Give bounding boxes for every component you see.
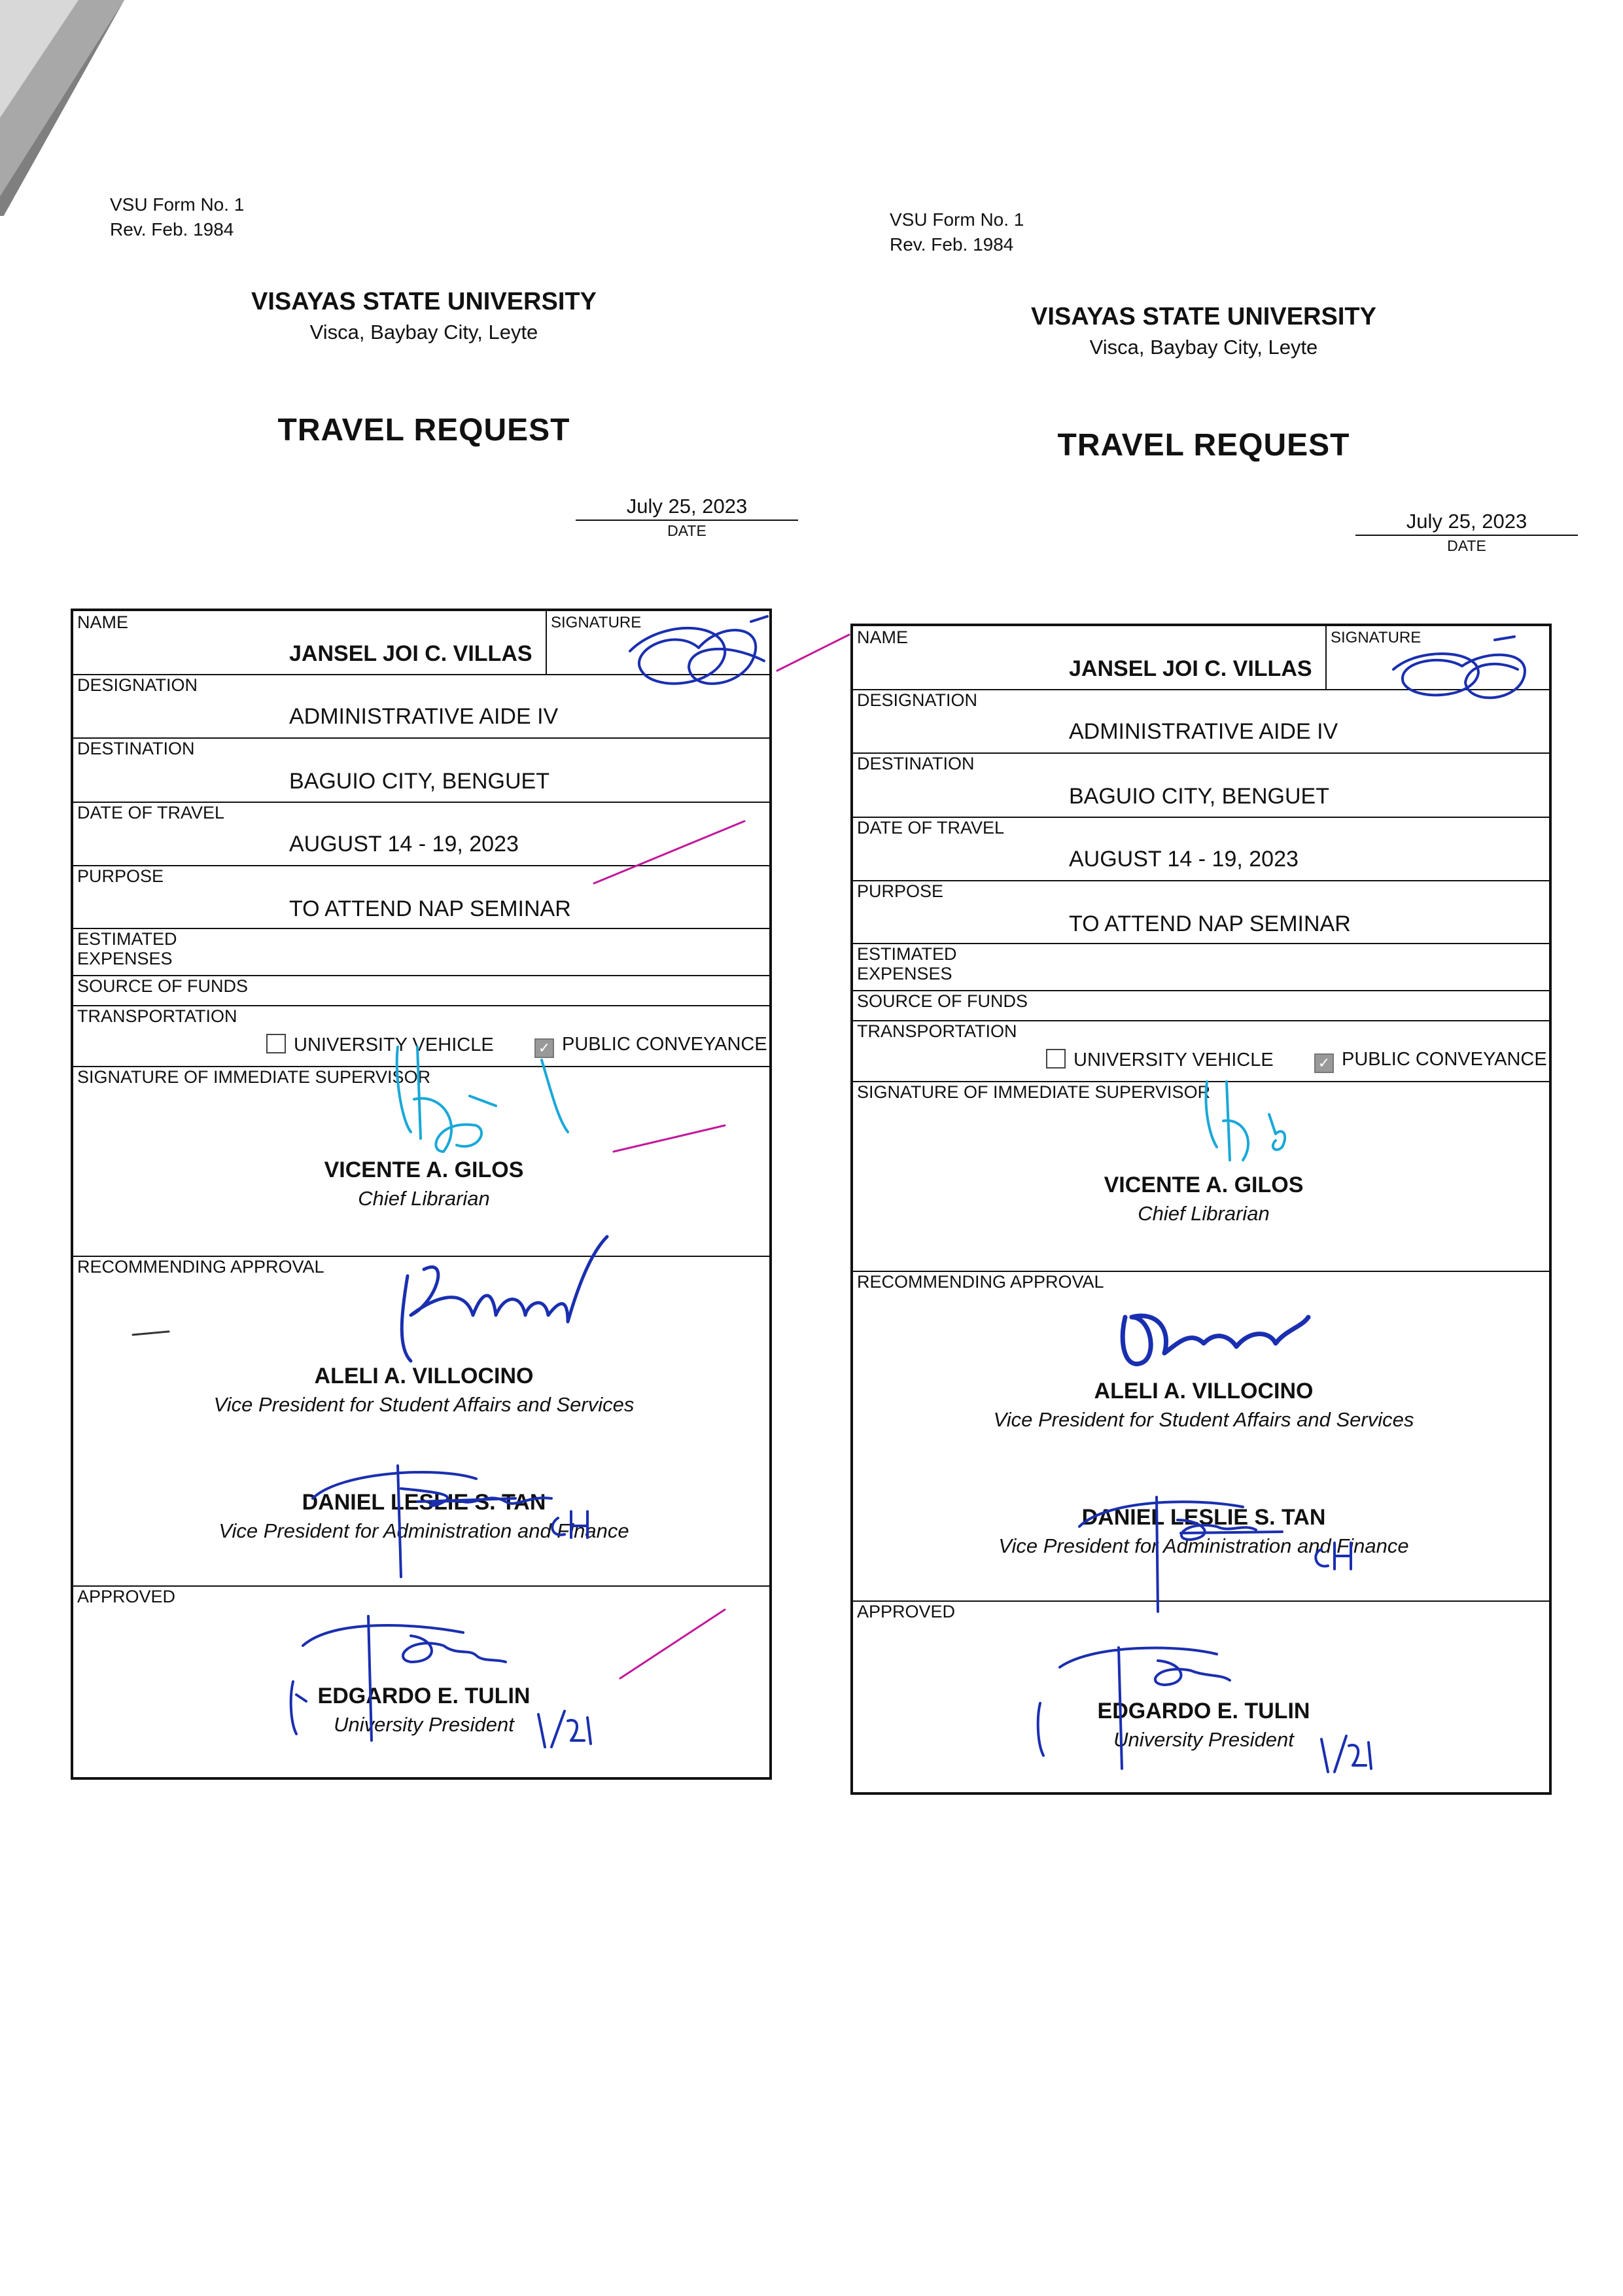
supervisor-section: SIGNATURE OF IMMEDIATE SUPERVISOR VICENTE A. GILOS Chief Librarian bbox=[853, 1081, 1549, 1272]
recommending-approval-section: RECOMMENDING APPROVAL ALELI A. VILLOCINO Vice President for Student Affairs and Services DANIEL LESLIE S. TAN Vice President for Administration and Finance bbox=[73, 1256, 769, 1587]
university-name: VISAYAS STATE UNIVERSITY bbox=[251, 288, 597, 315]
supervisor-signer: VICENTE A. GILOS Chief Librarian bbox=[1104, 1173, 1304, 1225]
destination-row: DESTINATION BAGUIO CITY, BENGUET bbox=[853, 752, 1549, 818]
approver-signer: EDGARDO E. TULIN University President bbox=[317, 1684, 531, 1736]
recommender-1-signer: ALELI A. VILLOCINO Vice President for Student Affairs and Services bbox=[213, 1364, 635, 1416]
travel-request-form-right bbox=[850, 205, 1557, 1788]
form-number: VSU Form No. 1 Rev. Feb. 1984 bbox=[110, 194, 245, 239]
estimated-expenses-row: ESTIMATED EXPENSES bbox=[73, 928, 769, 976]
destination-value: BAGUIO CITY, BENGUET bbox=[289, 769, 550, 794]
form-table bbox=[850, 624, 1552, 1795]
university-address: Visca, Baybay City, Leyte bbox=[309, 321, 538, 344]
public-conveyance-checkbox: ✓ bbox=[534, 1038, 554, 1058]
date-label: DATE bbox=[1447, 537, 1486, 554]
name-row: NAME JANSEL JOI C. VILLAS SIGNATURE bbox=[853, 626, 1549, 690]
date-of-travel-row: DATE OF TRAVEL AUGUST 14 - 19, 2023 bbox=[853, 817, 1549, 881]
recommender-1-signer: ALELI A. VILLOCINO Vice President for Student Affairs and Services bbox=[993, 1379, 1414, 1431]
date-of-travel-value: AUGUST 14 - 19, 2023 bbox=[289, 832, 519, 857]
name-row: NAME JANSEL JOI C. VILLAS SIGNATURE bbox=[73, 611, 769, 675]
destination-value: BAGUIO CITY, BENGUET bbox=[1069, 784, 1330, 809]
folded-corner bbox=[0, 0, 216, 216]
university-name: VISAYAS STATE UNIVERSITY bbox=[1031, 303, 1376, 330]
form-number: VSU Form No. 1 Rev. Feb. 1984 bbox=[890, 209, 1024, 255]
approved-section: APPROVED EDGARDO E. TULIN University President bbox=[73, 1585, 769, 1775]
travel-request-form-left bbox=[71, 190, 777, 1773]
applicant-signature-box: SIGNATURE bbox=[546, 611, 769, 674]
date-of-travel-value: AUGUST 14 - 19, 2023 bbox=[1069, 847, 1299, 872]
purpose-value: TO ATTEND NAP SEMINAR bbox=[289, 896, 571, 921]
date-label: DATE bbox=[667, 522, 707, 539]
approver-signer: EDGARDO E. TULIN University President bbox=[1097, 1699, 1310, 1751]
date-of-travel-row: DATE OF TRAVEL AUGUST 14 - 19, 2023 bbox=[73, 802, 769, 866]
designation-row: DESIGNATION ADMINISTRATIVE AIDE IV bbox=[73, 674, 769, 739]
recommending-approval-section: RECOMMENDING APPROVAL ALELI A. VILLOCINO Vice President for Student Affairs and Services DANIEL LESLIE S. TAN Vice President for Administration and Finance bbox=[853, 1271, 1549, 1602]
source-of-funds-row: SOURCE OF FUNDS bbox=[73, 975, 769, 1006]
university-vehicle-option: UNIVERSITY VEHICLE bbox=[1046, 1049, 1274, 1071]
transportation-row: TRANSPORTATION UNIVERSITY VEHICLE ✓ PUBLIC CONVEYANCE bbox=[853, 1020, 1549, 1082]
name-value: JANSEL JOI C. VILLAS bbox=[1069, 656, 1312, 681]
form-title: TRAVEL REQUEST bbox=[1057, 428, 1350, 463]
designation-row: DESIGNATION ADMINISTRATIVE AIDE IV bbox=[853, 689, 1549, 754]
public-conveyance-option: ✓ PUBLIC CONVEYANCE bbox=[534, 1034, 767, 1058]
university-vehicle-option: UNIVERSITY VEHICLE bbox=[266, 1034, 494, 1056]
date-underline bbox=[576, 520, 798, 521]
university-vehicle-checkbox bbox=[266, 1034, 286, 1053]
university-address: Visca, Baybay City, Leyte bbox=[1089, 336, 1318, 359]
form-title: TRAVEL REQUEST bbox=[277, 413, 570, 448]
form-table bbox=[71, 609, 772, 1780]
recommender-2-signer: DANIEL LESLIE S. TAN Vice President for Administration and Finance bbox=[998, 1505, 1409, 1557]
designation-value: ADMINISTRATIVE AIDE IV bbox=[1069, 719, 1338, 744]
supervisor-signer: VICENTE A. GILOS Chief Librarian bbox=[324, 1157, 524, 1210]
applicant-signature-box: SIGNATURE bbox=[1325, 626, 1549, 689]
purpose-row: PURPOSE TO ATTEND NAP SEMINAR bbox=[73, 865, 769, 929]
designation-value: ADMINISTRATIVE AIDE IV bbox=[289, 704, 559, 729]
supervisor-section: SIGNATURE OF IMMEDIATE SUPERVISOR VICENTE A. GILOS Chief Librarian bbox=[73, 1066, 769, 1257]
purpose-row: PURPOSE TO ATTEND NAP SEMINAR bbox=[853, 880, 1549, 944]
source-of-funds-row: SOURCE OF FUNDS bbox=[853, 990, 1549, 1021]
date-underline bbox=[1355, 535, 1578, 536]
transportation-row: TRANSPORTATION UNIVERSITY VEHICLE ✓ PUBLIC CONVEYANCE bbox=[73, 1005, 769, 1067]
university-vehicle-checkbox bbox=[1046, 1049, 1066, 1069]
date-value: July 25, 2023 bbox=[626, 495, 748, 518]
estimated-expenses-row: ESTIMATED EXPENSES bbox=[853, 943, 1549, 991]
name-value: JANSEL JOI C. VILLAS bbox=[289, 641, 532, 666]
public-conveyance-option: ✓ PUBLIC CONVEYANCE bbox=[1314, 1049, 1547, 1073]
applicant-signature-tick-ink bbox=[777, 635, 849, 671]
purpose-value: TO ATTEND NAP SEMINAR bbox=[1069, 911, 1351, 936]
recommender-2-signer: DANIEL LESLIE S. TAN Vice President for Administration and Finance bbox=[218, 1490, 629, 1542]
destination-row: DESTINATION BAGUIO CITY, BENGUET bbox=[73, 737, 769, 803]
public-conveyance-checkbox: ✓ bbox=[1314, 1053, 1334, 1073]
date-value: July 25, 2023 bbox=[1406, 510, 1527, 533]
approved-section: APPROVED EDGARDO E. TULIN University President bbox=[853, 1600, 1549, 1790]
